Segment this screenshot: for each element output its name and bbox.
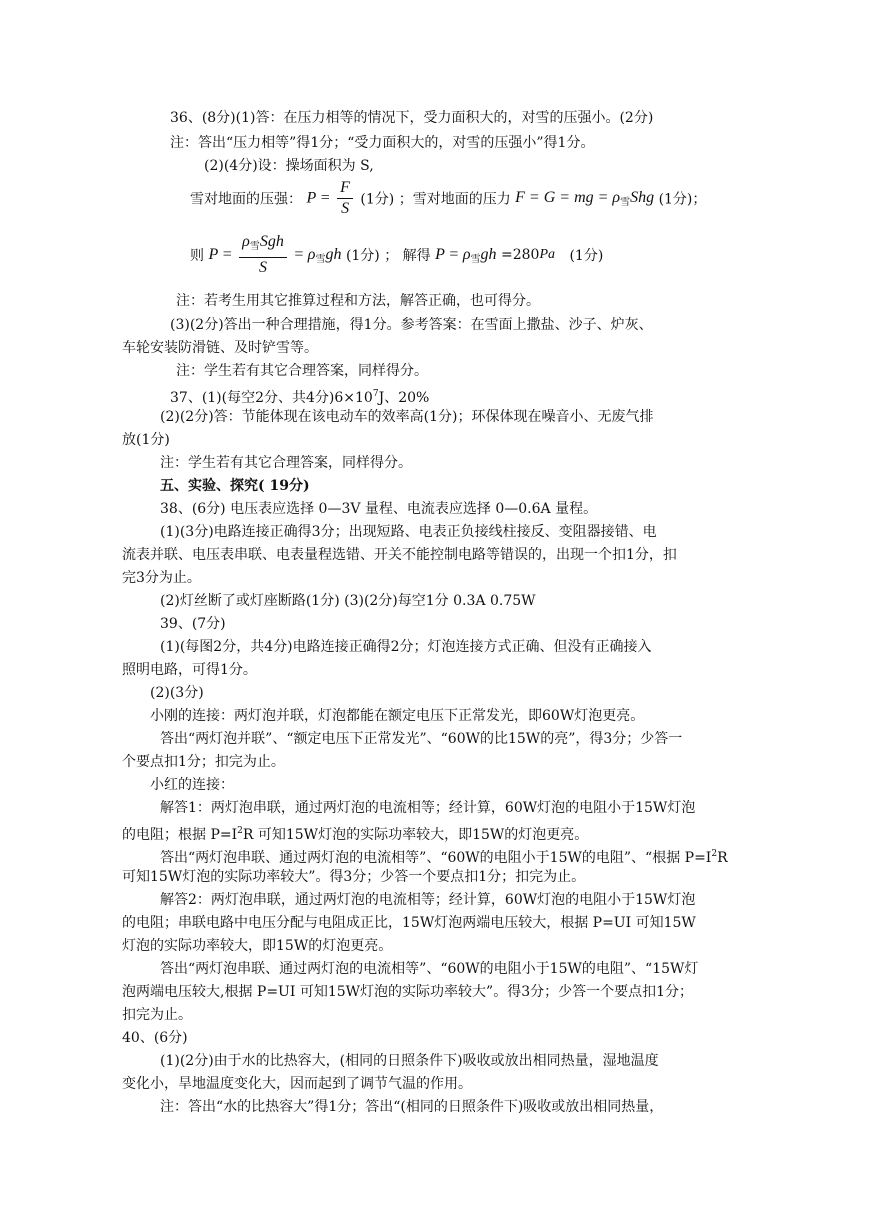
result-unit: Pa — [539, 247, 556, 262]
q38-part1-cont: 流表并联、电压表串联、电表量程选错、开关不能控制电路等错误的，出现一个扣1分，扣 — [122, 547, 677, 563]
q36-note2: 注：若考生用其它推算过程和方法，解答正确，也可得分。 — [176, 293, 540, 309]
q39-part1-cont: 照明电路，可得1分。 — [122, 662, 257, 678]
q36-part3-cont: 车轮安装防滑链、及时铲雪等。 — [122, 340, 318, 356]
q39-answer1-cont: 的电阻；根据 $P=I^2R$ 可知15W灯泡的实际功率较大，即15W的灯泡更亮。 — [122, 826, 589, 843]
q36-part2-heading: (2)(4分)设：操场面积为 S, — [204, 158, 374, 174]
q36-note3: 注：学生若有其它合理答案，同样得分。 — [176, 363, 428, 379]
score-1: (1分) — [360, 191, 395, 208]
q39-answer1-scoring: 答出“两灯泡串联、通过两灯泡的电流相等”、“60W的电阻小于15W的电阻”、“根据 $P=I^2R$ — [160, 849, 728, 866]
then-label: 则 — [190, 248, 204, 264]
q37-part2-cont: 放(1分) — [122, 432, 170, 448]
q39-answer2-scoring-cont2: 扣完为止。 — [122, 1007, 192, 1023]
force-expression: F = G = mg = $\rho_雪Shg$ — [515, 189, 655, 208]
score-2: (1分)； — [658, 191, 707, 208]
rho-gh: $\rho_雪gh$ — [307, 245, 342, 265]
pressure-label: 雪对地面的压强： — [190, 191, 302, 208]
q38-part1-cont2: 完3分为止。 — [122, 570, 201, 586]
q39-part1: (1)(每图2分，共4分)电路连接正确得2分；灯泡连接方式正确、但没有正确接入 — [160, 639, 652, 655]
q39-answer1: 解答1：两灯泡串联，通过两灯泡的电流相等；经计算，60W灯泡的电阻小于15W灯泡 — [160, 800, 696, 816]
result-value: =280 — [501, 247, 540, 263]
section-title: 五、实验、探究( 19分) — [160, 478, 310, 494]
q37-note: 注：学生若有其它合理答案，同样得分。 — [160, 455, 412, 471]
denominator-S: S — [341, 200, 350, 217]
q38-intro: 38、(6分) 电压表应选择 0—3V 量程、电流表应选择 0—0.6A 量程。 — [160, 501, 598, 517]
exponent-2b: 2 — [711, 849, 718, 859]
equals-sign-2: = — [222, 246, 232, 263]
force-label: ；雪对地面的压力 — [398, 191, 511, 208]
q36-result-formula — [190, 232, 603, 282]
q39-xiaogang: 小刚的连接：两灯泡并联，灯泡都能在额定电压下正常发光，即60W灯泡更亮。 — [150, 708, 645, 724]
fraction-F-over-S — [337, 178, 353, 219]
q36-note1: 注：答出“压力相等”得1分；“受力面积大的，对雪的压强小”得1分。 — [170, 135, 595, 151]
q40-note: 注：答出“水的比热容大”得1分；答出“(相同的日照条件下)吸收或放出相同热量， — [160, 1099, 664, 1115]
q39-heading: 39、(7分) — [160, 616, 226, 632]
exponent-7: 7 — [372, 389, 379, 399]
q39-answer2: 解答2：两灯泡串联，通过两灯泡的电流相等；经计算，60W灯泡的电阻小于15W灯泡 — [160, 892, 696, 908]
equals-sign-3: = — [294, 246, 304, 263]
q40-part1-cont: 变化小，旱地温度变化大，因而起到了调节气温的作用。 — [122, 1076, 472, 1092]
q39-answer1-scoring-cont: 可知15W灯泡的实际功率较大”。得3分；少答一个要点扣1分；扣完为止。 — [122, 869, 586, 885]
denominator-S-2: S — [259, 259, 268, 276]
subscript-snow: 雪 — [620, 197, 631, 208]
q40-part1: (1)(2分)由于水的比热容大，(相同的日照条件下)吸收或放出相同热量，湿地温度 — [160, 1053, 659, 1069]
solve-label: ； 解得 — [384, 248, 431, 264]
fraction-rho-Sgh-over-S — [239, 232, 287, 278]
q38-part2-3: (2)灯丝断了或灯座断路(1分) (3)(2分)每空1分 0.3A 0.75W — [160, 593, 536, 609]
q37-part2: (2)(2分)答：节能体现在该电动车的效率高(1分)；环保体现在噪音小、无废气排 — [160, 409, 654, 425]
var-P: P — [306, 189, 317, 207]
q37-part1: 37、(1)(每空2分、共4分)$6\times 10^7J$、20% — [170, 389, 430, 406]
q36-pressure-formula — [190, 178, 706, 224]
q39-answer2-cont: 的电阻；串联电路中电压分配与电阻成正比，15W灯泡两端电压较大，根据 P=UI 可知15W — [122, 915, 696, 931]
q40-heading: 40、(6分) — [122, 1030, 188, 1046]
q39-xiaohong: 小红的连接： — [150, 777, 234, 793]
q39-answer2-scoring: 答出“两灯泡串联、通过两灯泡的电流相等”、“60W的电阻小于15W的电阻”、“15W灯 — [160, 961, 699, 977]
var-P-2: P — [208, 246, 219, 263]
exponent-2: 2 — [237, 826, 243, 836]
rho-gh-2: $\rho_雪gh$ — [462, 245, 497, 265]
q39-answer2-cont2: 灯泡的实际功率较大，即15W的灯泡更亮。 — [122, 938, 393, 954]
q39-xiaogang-scoring-cont: 个要点扣1分；扣完为止。 — [122, 754, 285, 770]
var-P-3: P — [435, 246, 445, 263]
numerator-rho-Sgh: $\rho_雪Sgh$ — [239, 232, 287, 258]
q39-answer2-scoring-cont: 泡两端电压较大,根据 P=UI 可知15W灯泡的实际功率较大”。得3分；少答一个要点扣1分； — [122, 984, 694, 1000]
q36-part1: 36、(8分)(1)答：在压力相等的情况下，受力面积大的，对雪的压强小。(2分) — [170, 110, 654, 126]
q39-part2: (2)(3分) — [150, 685, 204, 701]
equals-sign: = — [320, 189, 330, 207]
numerator-F: F — [337, 178, 353, 199]
score-4: (1分) — [569, 248, 604, 264]
score-3: (1分) — [345, 248, 380, 264]
q38-part1: (1)(3分)电路连接正确得3分；出现短路、电表正负接线柱接反、变阻器接错、电 — [160, 524, 657, 540]
equals-sign-4: = — [449, 246, 459, 263]
q39-xiaogang-scoring: 答出“两灯泡并联”、“额定电压下正常发光”、“60W的比15W的亮”，得3分；少答一 — [160, 731, 683, 747]
q36-part3: (3)(2分)答出一种合理措施，得1分。参考答案：在雪面上撒盐、沙子、炉灰、 — [170, 317, 653, 333]
